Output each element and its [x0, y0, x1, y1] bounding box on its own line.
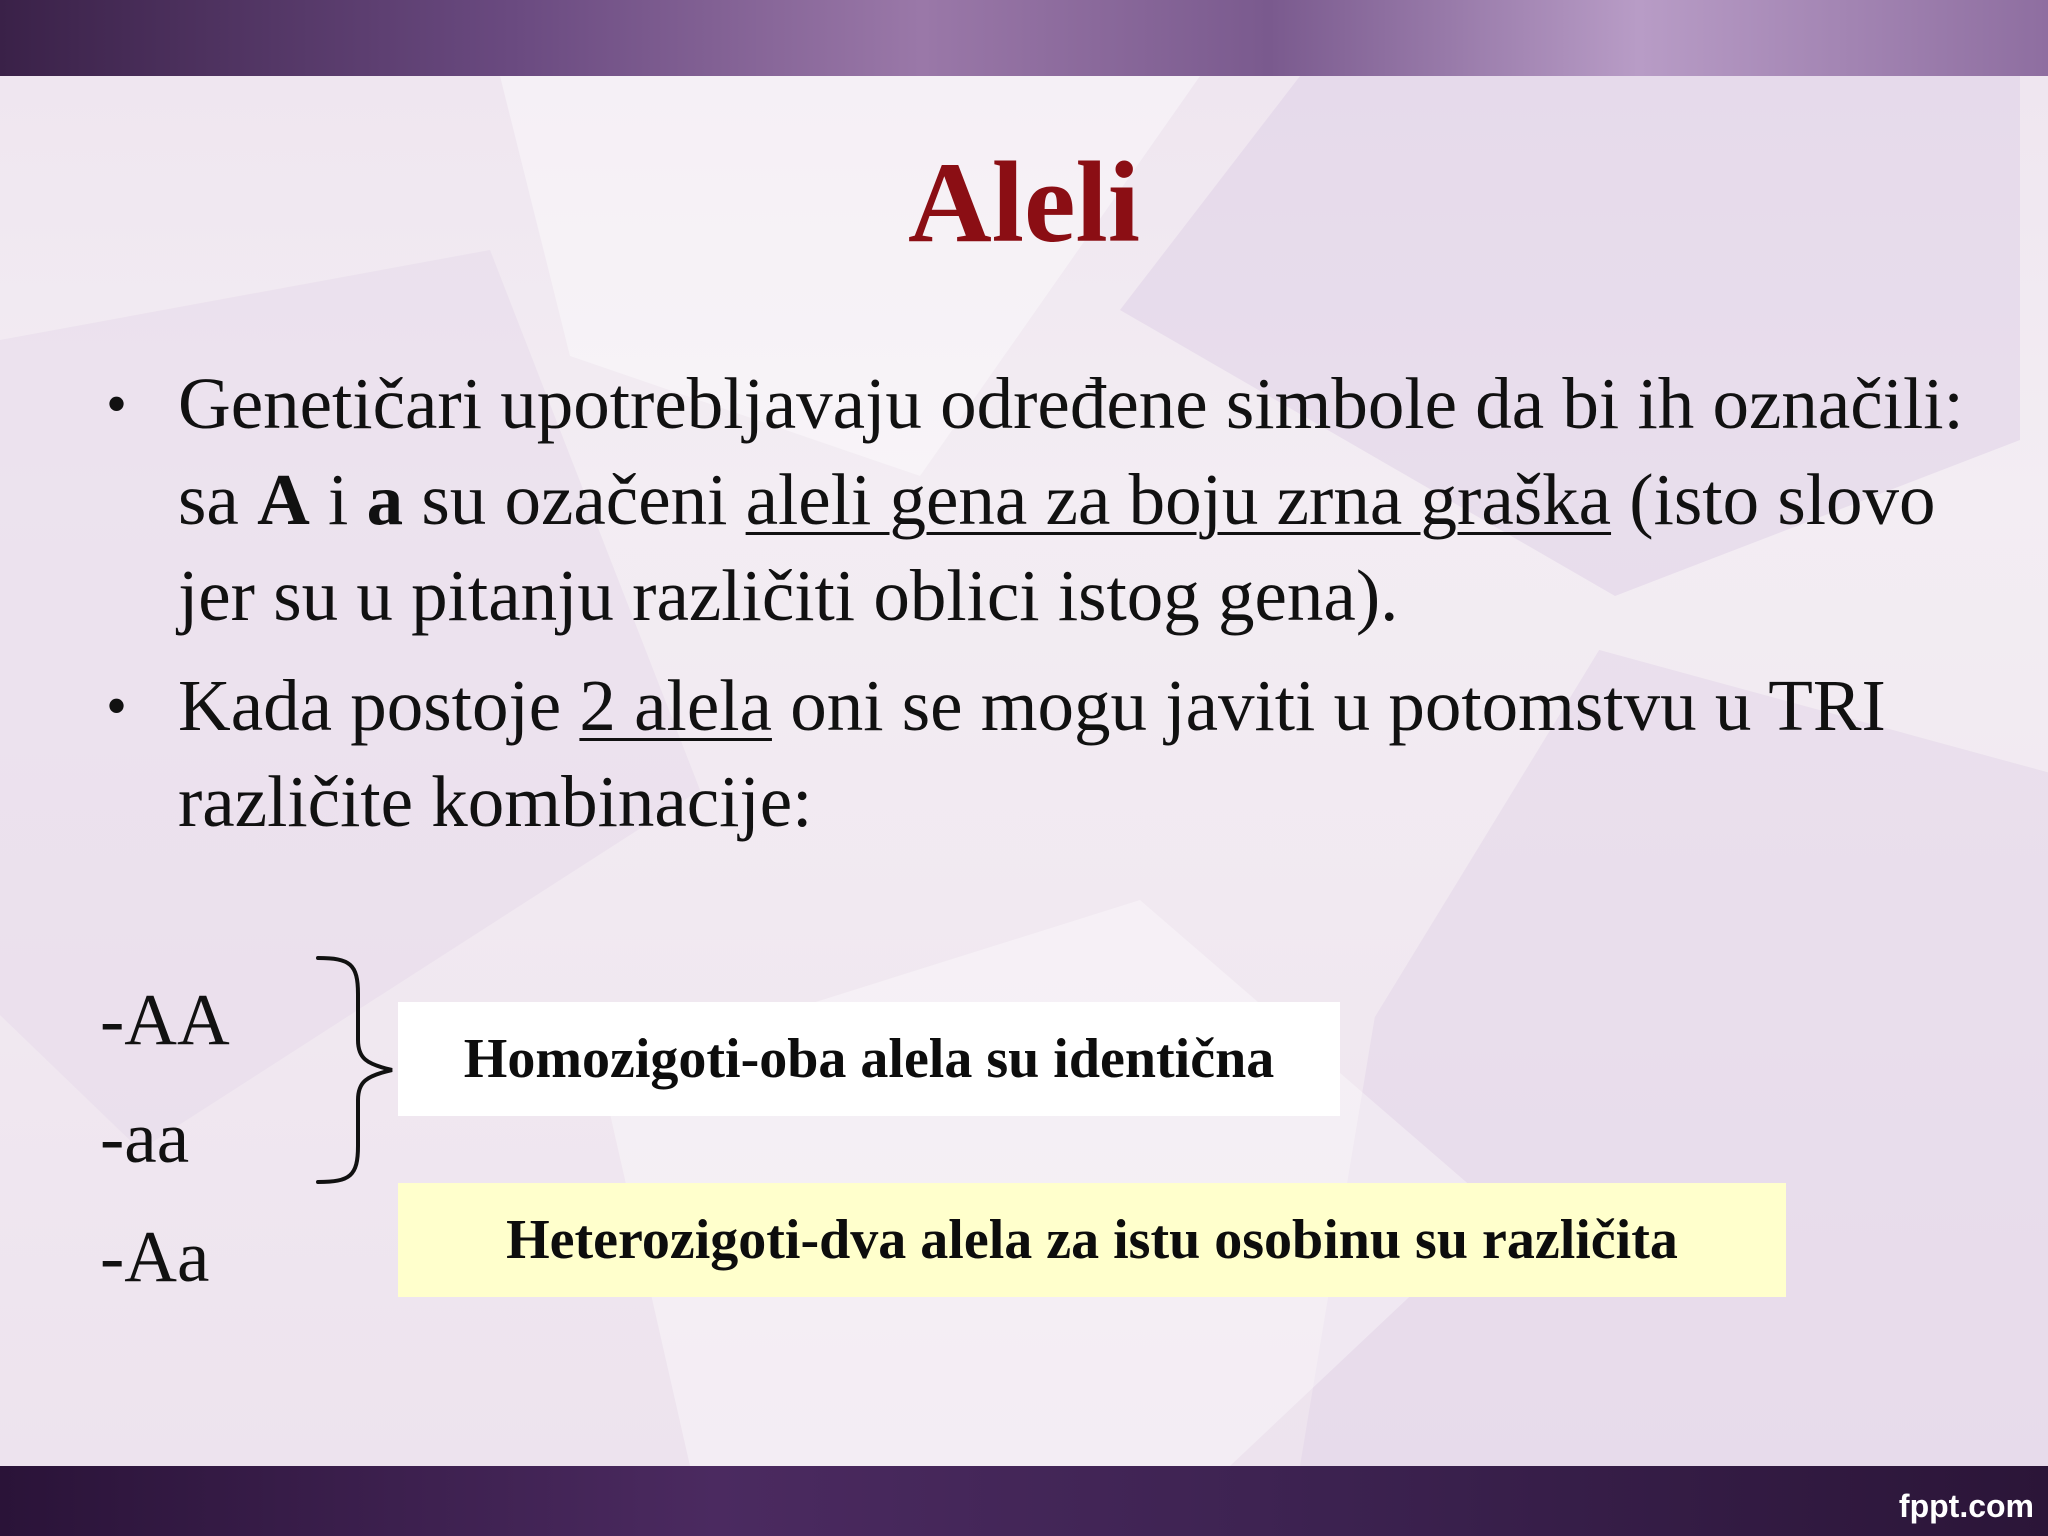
- underlined-phrase: aleli gena za boju zrna graška: [745, 459, 1612, 540]
- heterozygote-label-box: Heterozigoti-dva alela za istu osobinu su različita: [398, 1183, 1786, 1297]
- bullet-text: i: [309, 459, 367, 540]
- homozygote-label-box: Homozigoti-oba alela su identična: [398, 1002, 1340, 1116]
- allele-symbol-dominant: A: [257, 459, 310, 540]
- bullet-text: su ozačeni: [403, 459, 746, 540]
- underlined-phrase: 2 alela: [579, 665, 772, 746]
- bullet-list: [96, 356, 1976, 850]
- top-decorative-band: [0, 0, 2048, 76]
- bullet-item-1: [96, 356, 1976, 644]
- bullet-text: oni se mogu javiti u potomstvu u TRI različite kombinacije:: [178, 665, 1886, 842]
- bottom-decorative-band: [0, 1466, 2048, 1536]
- bullet-dot-icon: •: [106, 673, 128, 739]
- combination-aa: -aa: [100, 1097, 190, 1178]
- bullet-text: (isto slovo jer su u pitanju različiti oblici istog gena).: [178, 459, 1936, 636]
- bullet-text: Genetičari upotrebljavaju određene simbole da bi ih označili: sa: [178, 363, 1964, 540]
- bullet-item-2: [96, 658, 1976, 850]
- brand-watermark: fppt.com: [1898, 1488, 2034, 1524]
- curly-brace-icon: [310, 954, 400, 1186]
- bullet-text: Kada postoje: [178, 665, 580, 746]
- bullet-dot-icon: •: [106, 371, 128, 437]
- combination-AA: -AA: [100, 979, 230, 1060]
- combination-Aa: -Aa: [100, 1216, 210, 1297]
- allele-symbol-recessive: a: [366, 459, 404, 540]
- slide-title: Aleli: [908, 139, 1140, 267]
